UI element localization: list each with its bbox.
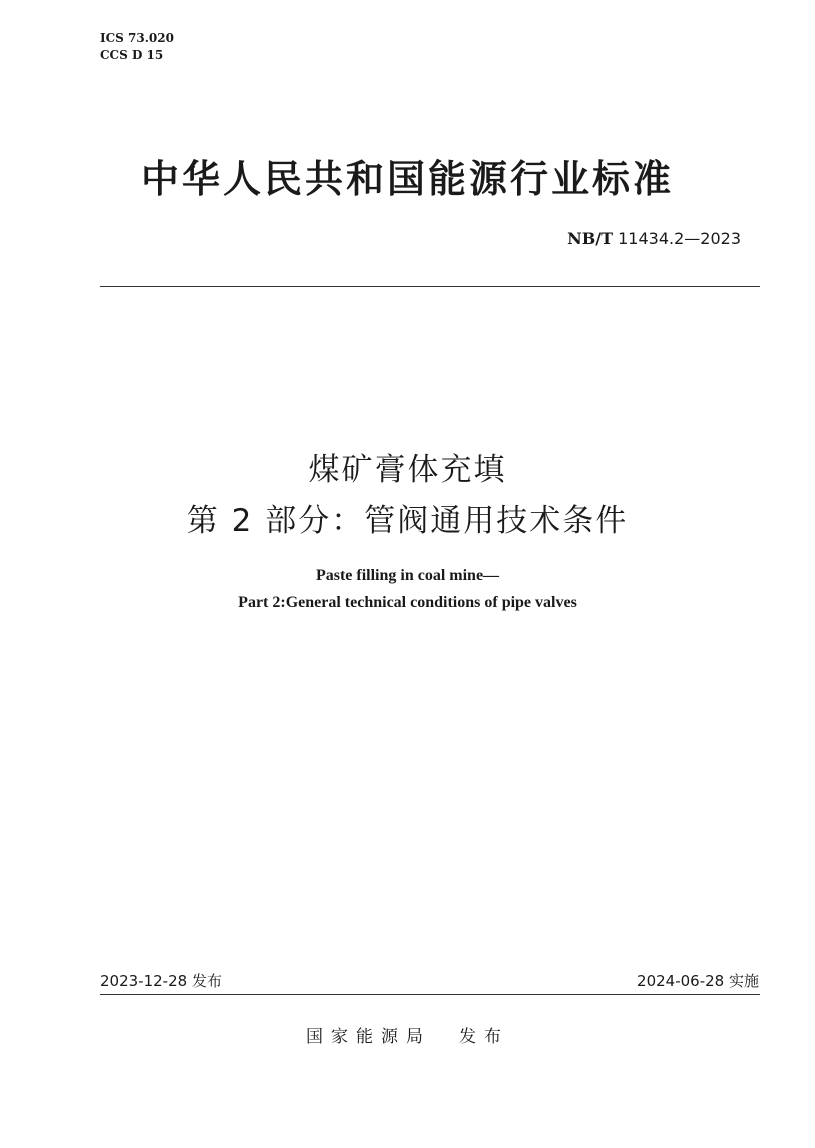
standard-number-prefix: NB/T xyxy=(567,229,614,248)
ics-code: ICS 73.020 xyxy=(100,31,174,45)
standard-number xyxy=(567,229,741,248)
english-title-line-1: Paste filling in coal mine— xyxy=(315,567,500,584)
classification-codes xyxy=(100,30,174,64)
top-divider xyxy=(100,286,760,287)
bottom-divider xyxy=(100,994,760,995)
english-title-line-2: Part 2:General technical conditions of pipe valves xyxy=(238,594,577,611)
standard-number-value: 11434.2—2023 xyxy=(618,229,741,248)
publisher-line xyxy=(0,1022,815,1047)
ccs-code: CCS D 15 xyxy=(100,48,164,62)
standard-category-title: 中华人民共和国能源行业标准 xyxy=(140,157,674,201)
chinese-title-line-1: 煤矿膏体充填 xyxy=(308,452,507,488)
publisher-name: 国家能源局 xyxy=(306,1027,431,1047)
publisher-action: 发布 xyxy=(459,1027,509,1047)
chinese-title-line-2: 第 2 部分：管阀通用技术条件 xyxy=(186,503,629,539)
implementation-date: 2024-06-28 实施 xyxy=(637,972,759,990)
issue-date: 2023-12-28 发布 xyxy=(100,972,222,990)
